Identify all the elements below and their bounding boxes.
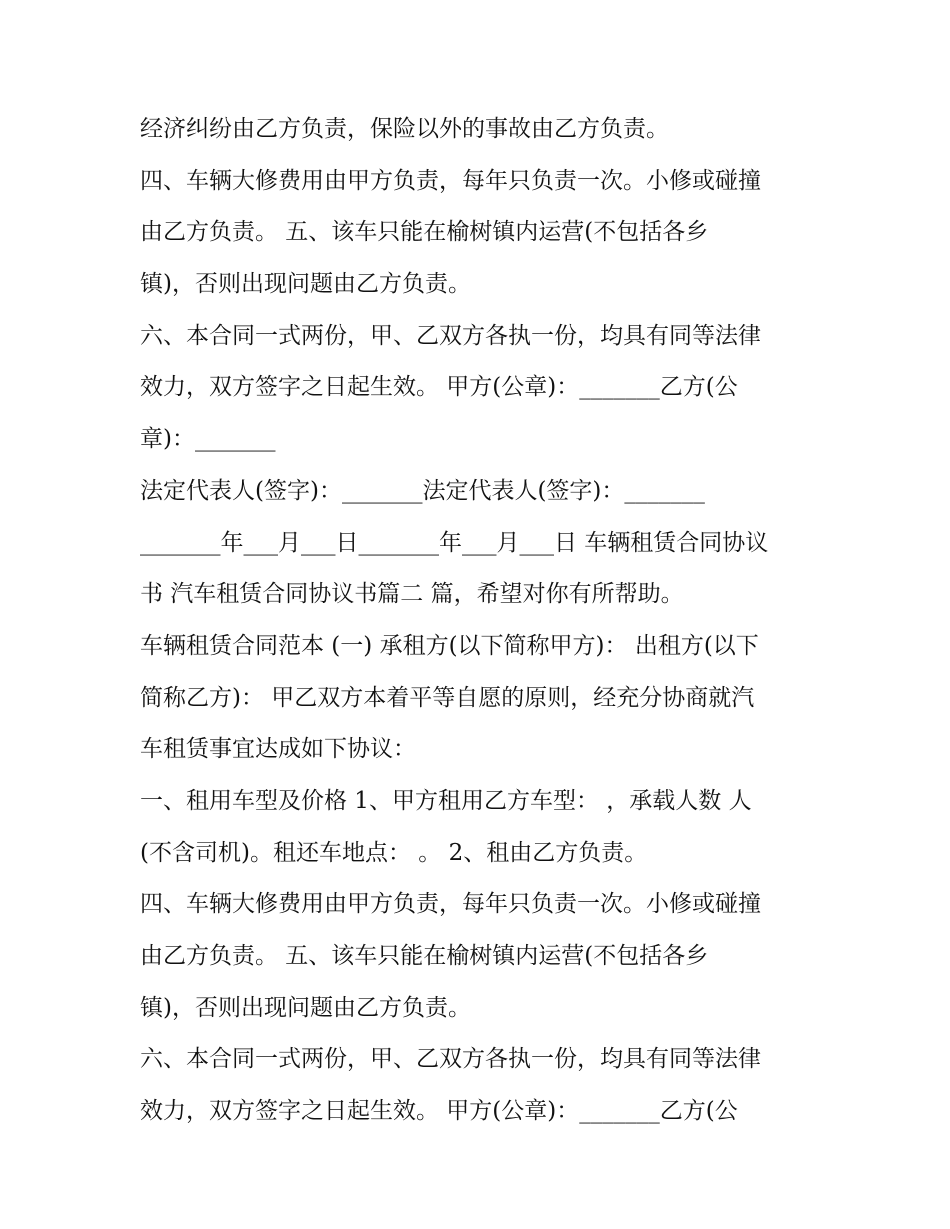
text-line: (不含司机)。租还车地点： 。 2、租由乙方负责。 [140, 839, 648, 866]
text-line: 章)：_______ [140, 426, 276, 453]
text-line: _______年___月___日_______年___月___日 车辆租赁合同协议 [140, 529, 769, 556]
text-line: 镇)，否则出现问题由乙方负责。 [140, 994, 471, 1021]
text-line: 六、本合同一式两份，甲、乙双方各执一份，均具有同等法律 [140, 1046, 761, 1073]
text-line: 车辆租赁合同范本 (一) 承租方(以下简称甲方)： 出租方(以下 [140, 632, 759, 659]
text-line: 书 汽车租赁合同协议书篇二 篇，希望对你有所帮助。 [140, 581, 684, 608]
text-line: 效力，双方签字之日起生效。 甲方(公章)：_______乙方(公 [140, 374, 738, 401]
text-line: 简称乙方)： 甲乙双方本着平等自愿的原则，经充分协商就汽 [140, 684, 755, 711]
document-body [140, 104, 830, 1138]
text-line: 由乙方负责。 五、该车只能在榆树镇内运营(不包括各乡 [140, 943, 709, 969]
text-line: 一、租用车型及价格 1、甲方租用乙方车型： ，承载人数 人 [140, 787, 752, 814]
text-line: 镇)，否则出现问题由乙方负责。 [140, 271, 471, 298]
text-line: 四、车辆大修费用由甲方负责，每年只负责一次。小修或碰撞 [140, 167, 761, 194]
text-line: 效力，双方签字之日起生效。 甲方(公章)：_______乙方(公 [140, 1098, 738, 1125]
text-line: 车租赁事宜达成如下协议： [140, 736, 416, 763]
text-line: 四、车辆大修费用由甲方负责，每年只负责一次。小修或碰撞 [140, 891, 761, 918]
text-line: 经济纠纷由乙方负责，保险以外的事故由乙方负责。 [140, 116, 669, 142]
text-line: 六、本合同一式两份，甲、乙双方各执一份，均具有同等法律 [140, 322, 761, 349]
text-line: 法定代表人(签字)：_______法定代表人(签字)：_______ [140, 477, 705, 504]
text-line: 由乙方负责。 五、该车只能在榆树镇内运营(不包括各乡 [140, 219, 709, 246]
